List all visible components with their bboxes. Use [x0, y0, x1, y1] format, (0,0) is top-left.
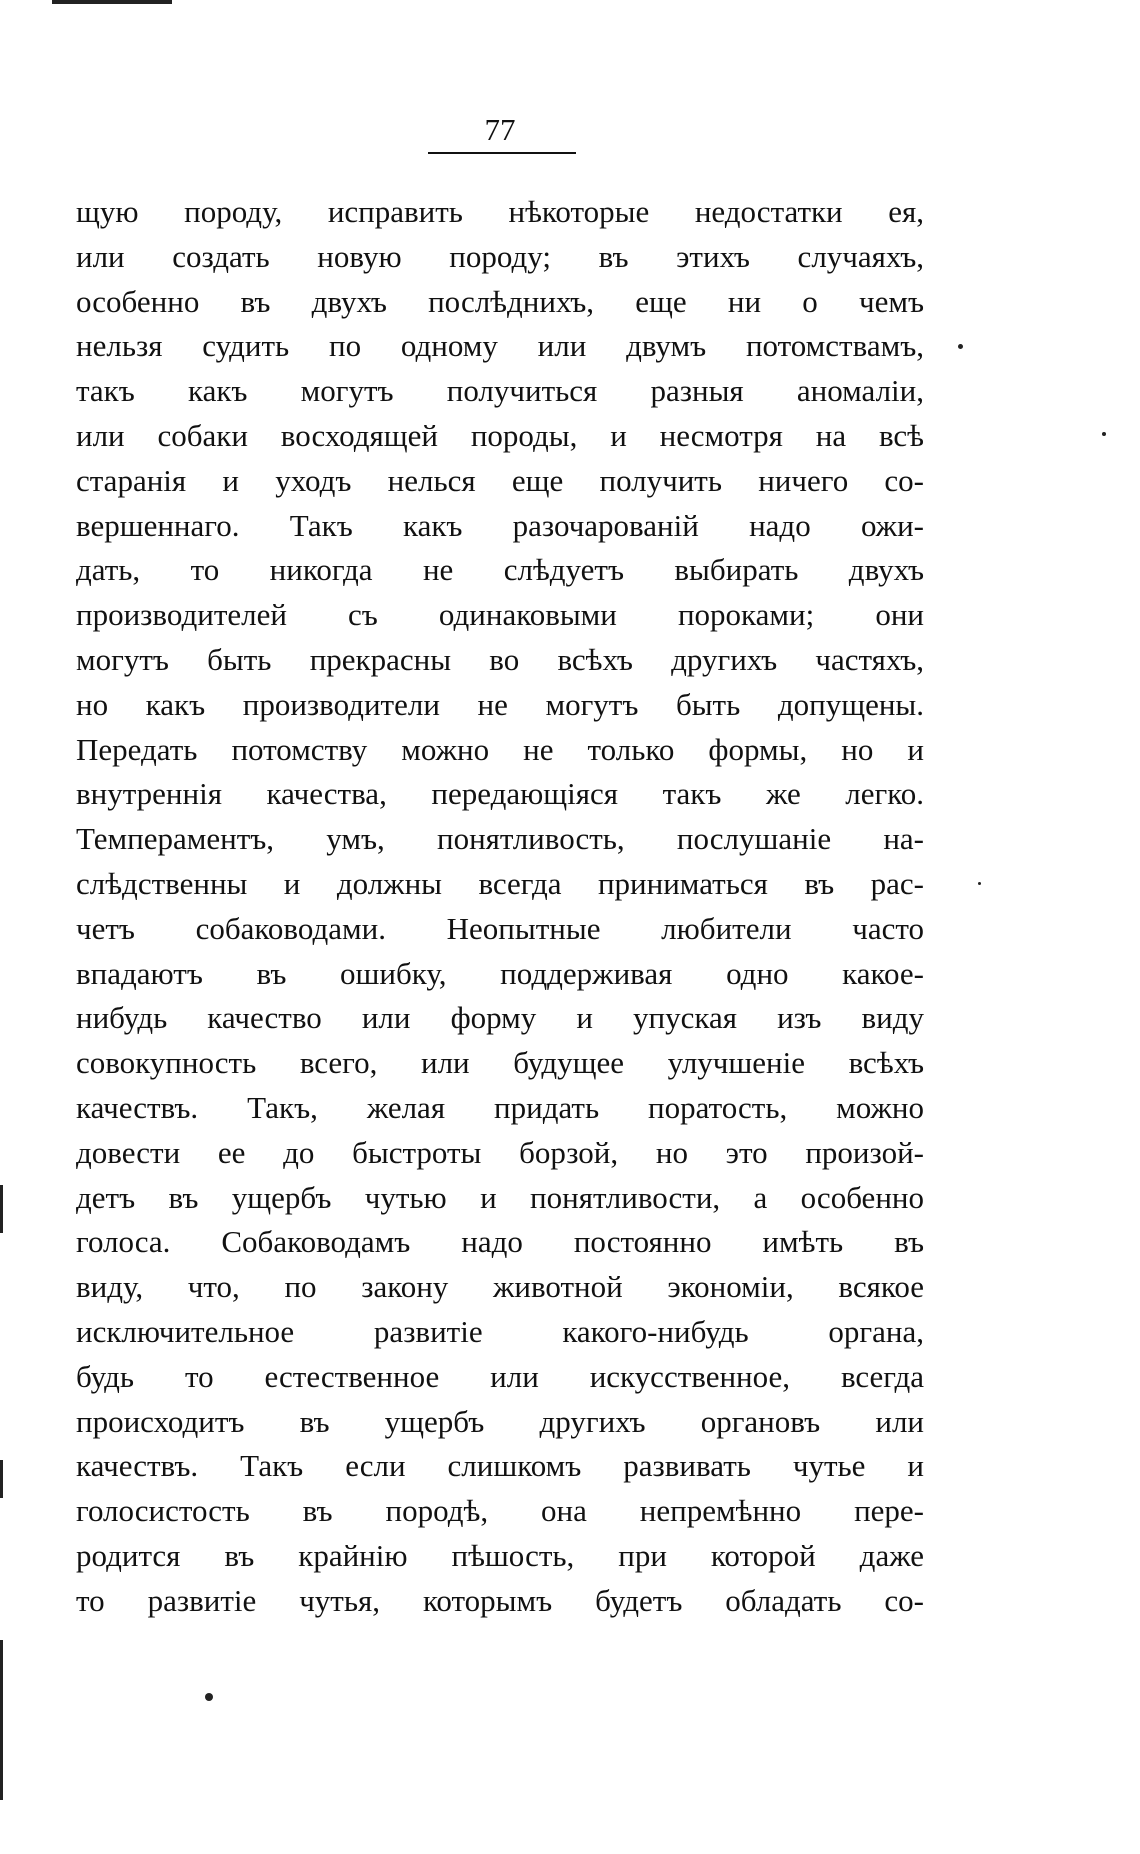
text-line: происходитъ въ ущербъ другихъ органовъ или [76, 1403, 924, 1439]
left-edge-mark [0, 1185, 3, 1233]
scan-speck [1102, 432, 1106, 436]
text-line: родится въ крайнію пѣшость, при которой даже [76, 1537, 924, 1573]
text-line: качествъ. Такъ, желая придать поратость, можно [76, 1089, 924, 1125]
text-line: нибудь качество или форму и упуская изъ виду [76, 1000, 924, 1036]
scan-edge-rule [52, 0, 172, 4]
text-line: качествъ. Такъ если слишкомъ развивать чутье и [76, 1448, 924, 1484]
text-line: производителей съ одинаковыми пороками; они [76, 597, 924, 633]
text-line: или собаки восходящей породы, и несмотря на всѣ [76, 417, 924, 453]
text-line: детъ въ ущербъ чутью и понятливости, а особенно [76, 1179, 924, 1215]
text-line: щую породу, исправить нѣкоторые недостатки ея, [76, 194, 924, 229]
page-number-rule [428, 152, 576, 154]
page-number: 77 [484, 112, 516, 147]
text-line: будь то естественное или искусственное, всегда [76, 1358, 924, 1394]
scan-speck [958, 344, 963, 349]
text-line: голосистость въ породѣ, она непремѣнно пере- [76, 1493, 924, 1529]
text-line: голоса. Собаководамъ надо постоянно имѣть въ [76, 1224, 924, 1260]
text-line: Передать потомству можно не только формы, но и [76, 731, 924, 767]
text-line: нельзя судить по одному или двумъ потомствамъ, [76, 328, 924, 364]
left-edge-mark [0, 1460, 3, 1498]
text-line: слѣдственны и должны всегда приниматься въ рас- [76, 865, 924, 901]
text-line: довести ее до быстроты борзой, но это произой- [76, 1134, 924, 1170]
text-line: виду, что, по закону животной экономіи, всякое [76, 1269, 924, 1305]
scan-speck [978, 882, 981, 885]
text-line: дать, то никогда не слѣдуетъ выбирать двухъ [76, 552, 924, 588]
text-line: такъ какъ могутъ получиться разныя аномаліи, [76, 373, 924, 409]
scan-speck [205, 1693, 213, 1701]
text-line: то развитіе чутья, которымъ будетъ обладать со- [76, 1582, 924, 1618]
body-text [76, 190, 924, 1624]
text-line: внутреннія качества, передающіяся такъ же легко. [76, 776, 924, 812]
text-line: могутъ быть прекрасны во всѣхъ другихъ частяхъ, [76, 641, 924, 677]
text-line: Темпераментъ, умъ, понятливость, послушаніе на- [76, 821, 924, 857]
text-line: но какъ производители не могутъ быть допущены. [76, 686, 924, 722]
left-edge-mark [0, 1640, 3, 1800]
text-line: или создать новую породу; въ этихъ случаяхъ, [76, 238, 924, 274]
text-line: вершеннаго. Такъ какъ разочарованій надо ожи- [76, 507, 924, 543]
text-line: старанія и уходъ нелься еще получить ничего со- [76, 462, 924, 498]
text-line: особенно въ двухъ послѣднихъ, еще ни о чемъ [76, 283, 924, 319]
text-line: совокупность всего, или будущее улучшеніе всѣхъ [76, 1045, 924, 1081]
text-line: четъ собаководами. Неопытные любители часто [76, 910, 924, 946]
text-line: впадаютъ въ ошибку, поддерживая одно какое- [76, 955, 924, 991]
text-line: исключительное развитіе какого-нибудь органа, [76, 1313, 924, 1349]
